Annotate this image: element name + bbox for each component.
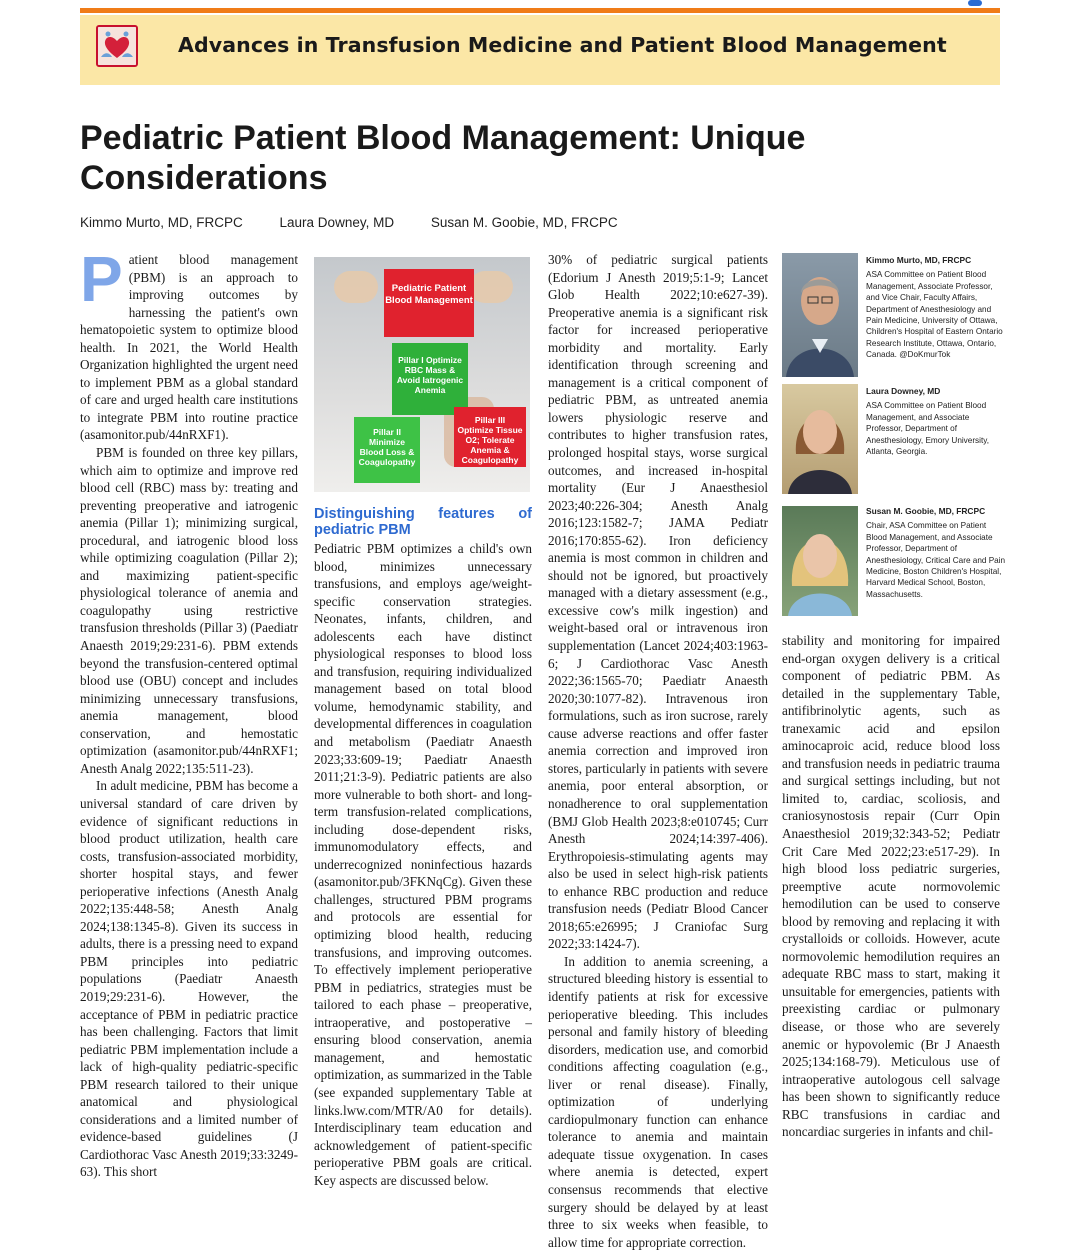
bio-name: Kimmo Murto, MD, FRCPC bbox=[866, 255, 972, 265]
pbm-pillars-figure bbox=[314, 257, 530, 492]
figure-block-top: Pediatric Patient Blood Management bbox=[384, 269, 474, 337]
top-accent-bar bbox=[80, 8, 1000, 13]
author-photo bbox=[782, 384, 858, 494]
author-photo bbox=[782, 253, 858, 377]
author-name: Laura Downey, MD bbox=[279, 215, 395, 230]
author-name: Kimmo Murto, MD, FRCPC bbox=[80, 215, 243, 230]
bio-text: ASA Committee on Patient Blood Management, and Associate Professor, Department of Anesthesiology, Emory University, Atlanta, Georgia. bbox=[866, 401, 990, 457]
bio-text: ASA Committee on Patient Blood Management, Associate Professor, and Vice Chair, Faculty Affairs, Department of Anesthesiology and Pain Medicine, University of Ottawa, Children's Hospital of Eastern Ontario Research Institute, Ottawa, Ontario, Canada. @DoKmurTok bbox=[866, 270, 1003, 360]
figure-block-pillar-3: Pillar III Optimize Tissue O2; Tolerate Anemia & Coagulopathy bbox=[454, 407, 526, 467]
section-heading: Distinguishing features of pediatric PBM bbox=[314, 506, 532, 538]
body-paragraph: Pediatric PBM optimizes a child's own blood, minimizes unnecessary transfusions, and employs age/weight-specific conservation strategies. Neonates, infants, children, and adolescents each have distinct physiological responses to blood loss and transfusion, requiring individualized management based on total blood volume, hemodynamic stability, and developmental differences in coagulation and metabolism (Paediatr Anaesth 2023;33:609-19; Paediatr Anaesth 2011;21:3-9). Pediatric patients are also more vulnerable to both short- and long-term transfusion-related complications, including dose-dependent risks, immunomodulatory effects, and underrecognized noninfectious hazards (asamonitor.pub/3FKNqCg). Given these challenges, structured PBM programs and protocols are essential for optimizing blood health, reducing transfusions, and improving outcomes. To effectively implement perioperative PBM in pediatrics, strategies must be tailored to each phase – preoperative, intraoperative, and postoperative – ensuring blood conservation, anemia management, and hemostatic optimization, as summarized in the Table (see expanded supplementary Table at links.lww.com/MTR/A0 for details). Interdisciplinary team education and acknowledgement of patient-specific perioperative PBM goals are critical. Key aspects are discussed below. bbox=[314, 541, 532, 1188]
drop-cap: P bbox=[80, 243, 123, 315]
figure-block-pillar-2: Pillar II Minimize Blood Loss & Coagulopathy bbox=[354, 417, 420, 483]
banner-title: Advances in Transfusion Medicine and Patient Blood Management bbox=[178, 33, 947, 57]
author-bio bbox=[866, 506, 1006, 600]
body-column-2 bbox=[314, 506, 532, 1189]
body-paragraph: Patient blood management (PBM) is an approach to improving outcomes by harnessing the patient's own hematopoietic system to optimize blood health. In 2021, the World Health Organization highlighted the urgent need to implement PBM as a global standard of care and urged health care institutions to integrate PBM into routine practice (asamonitor.pub/44nRXF1). bbox=[80, 243, 298, 443]
article-title: Pediatric Patient Blood Management: Unique Considerations bbox=[80, 119, 806, 197]
child-hand bbox=[469, 271, 513, 303]
child-hand bbox=[334, 271, 378, 303]
body-column-4 bbox=[782, 632, 1000, 1141]
figure-block-pillar-1: Pillar I Optimize RBC Mass & Avoid Iatrogenic Anemia bbox=[392, 343, 468, 415]
author-list bbox=[80, 215, 651, 230]
bio-name: Susan M. Goobie, MD, FRCPC bbox=[866, 506, 986, 516]
bio-name: Laura Downey, MD bbox=[866, 386, 941, 396]
bio-text: Chair, ASA Committee on Patient Blood Management, and Associate Professor, Department of Anesthesiology, Critical Care and Pain Medicine, Boston Children's Hospital, Harvard Medical School, Boston, Massachusetts. bbox=[866, 521, 1006, 599]
body-paragraph: PBM is founded on three key pillars, which aim to optimize and improve red blood cell (RBC) mass by: treating and preventing preoperative and iatrogenic anemia (Pillar 1); minimizing surgical, procedural, and iatrogenic blood loss while optimizing coagulation (Pillar 2); and maximizing patient-specific physiological tolerance of anemia and coagulopathy using restrictive transfusion thresholds (Pillar 3) (Paediatr Anaesth 2019;29:231-6). PBM extends beyond the transfusion-centered optimal blood use (OBU) concept and includes minimizing unnecessary transfusions, anemia management, blood conservation, and hemostatic optimization (asamonitor.pub/44nRXF1; Anesth Analg 2022;135:511-23). bbox=[80, 445, 298, 776]
author-photo bbox=[782, 506, 858, 616]
body-paragraph: stability and monitoring for impaired end-organ oxygen delivery is a critical component of pediatric PBM. As detailed in the supplementary Table, antifibrinolytic agents, such as tranexamic acid and epsilon aminocaproic acid, reduce blood loss and transfusion needs in pediatric trauma and surgical settings including, but not limited to, cardiac, scoliosis, and craniosynostosis repair (Curr Opin Anaesthesiol 2019;32:343-52; Pediatr Crit Care Med 2022;23:e517-29). In high blood loss pediatric surgeries, preemptive acute normovolemic hemodilution can be used to conserve blood by removing and replacing it with crystalloids or colloids. However, acute normovolemic hemodilution requires an adequate RBC mass to start, making it unsuitable for emergencies, patients with preexisting cardiac or pulmonary disease, or those who are severely anemic or hypovolemic (Br J Anaesth 2025;134:168-79). Meticulous use of intraoperative autologous cell salvage has been shown to significantly reduce RBC transfusions in cardiac and noncardiac surgeries in infants and chil- bbox=[782, 633, 1000, 1140]
author-name: Susan M. Goobie, MD, FRCPC bbox=[430, 215, 618, 230]
body-paragraph: In adult medicine, PBM has become a universal standard of care driven by evidence of significant reductions in blood product utilization, health care costs, transfusion-associated morbidity, shorter hospital stays, and fewer perioperative infections (Anesth Analg 2022;135:448-58; Anesth Analg 2024;138:1345-8). Given its success in adults, there is a pressing need to expand PBM principles into pediatric populations (Paediatr Anaesth 2019;29:231-6). However, the acceptance of PBM in pediatric practice has been challenging. Factors that limit pediatric PBM implementation include a lack of high-quality pediatric-specific PBM research tailored to their unique anatomical and physiological considerations and a limited number of evidence-based guidelines (J Cardiothorac Vasc Anesth 2019;33:3249-63). This short bbox=[80, 778, 298, 1180]
body-paragraph: 30% of pediatric surgical patients (Edorium J Anesth 2019;5:1-9; Lancet Glob Health 2022;10:e627-39). Preoperative anemia is a significant risk factor for increased perioperative morbidity and mortality. Early identification through screening and management is a critical component of pediatric PBM, as untreated anemia lowers physiologic reserve and contributes to higher transfusion rates, prolonged hospital stays, worse surgical outcomes, and increased in-hospital mortality (Eur J Anaesthesiol 2023;40:226-304; Anesth Analg 2016;123:1582-7; JAMA Pediatr 2016;170:855-62). Iron deficiency anemia is most common in children and should not be ignored, but proactively managed with a dietary assessment (e.g., excessive cow's milk ingestion) and weight-based oral or intravenous iron supplementation (Lancet 2024;403:1963-6; J Cardiothorac Vasc Anesth 2022;36:1565-70; Paediatr Anaesth 2020;30:1077-82). Intravenous iron formulations, such as iron sucrose, rarely cause adverse reactions and offer faster anemia correction and improved iron stores, particularly in patients with severe anemia, poor enteral absorption, or nonadherence to oral supplementation (BMJ Glob Health 2023;8:e010745; Curr Anesth 2024;14:397-406). Erythropoiesis-stimulating agents may also be used in select high-risk patients to enhance RBC production and reduce transfusion needs (Pediatr Blood Cancer 2018;65:e26995; J Craniofac Surg 2022;33:1424-7). bbox=[548, 252, 768, 952]
heart-hands-logo-icon bbox=[96, 25, 138, 67]
top-accent-dot bbox=[968, 0, 982, 6]
body-column-1 bbox=[80, 243, 298, 1181]
author-bio bbox=[866, 255, 1006, 361]
body-column-3 bbox=[548, 251, 768, 1251]
author-bio bbox=[866, 386, 1006, 457]
body-paragraph: In addition to anemia screening, a structured bleeding history is essential to identify patients at risk for excessive perioperative bleeding. This includes personal and family history of bleeding disorders, medication use, and comorbid conditions affecting coagulation (e.g., liver or renal disease). Finally, optimization of underlying cardiopulmonary function can enhance tolerance to anemia and maintain adequate tissue oxygenation. In cases where anemia is detected, expert consensus recommends that elective surgery should be delayed by at least three to six weeks when feasible, to allow time for appropriate correction. bbox=[548, 953, 768, 1250]
